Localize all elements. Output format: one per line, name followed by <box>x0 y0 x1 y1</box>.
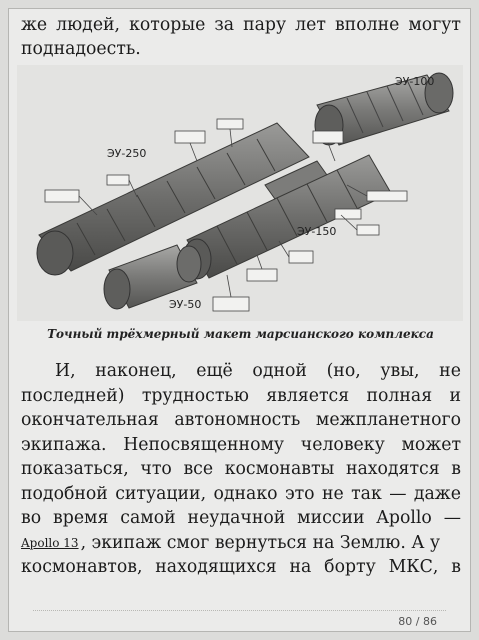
page-number: 80 / 86 <box>398 615 437 628</box>
module-label-eu250: ЭУ-250 <box>107 147 147 160</box>
martian-complex-model-image <box>17 65 463 321</box>
paragraph-top <box>21 13 461 61</box>
paragraph-main <box>21 359 461 580</box>
ereader-screen <box>8 8 471 632</box>
footer-divider <box>33 610 446 611</box>
text-line: космонавтов, находящихся на борту МКС, в <box>21 557 461 577</box>
figure-illustration <box>17 65 463 321</box>
text-line: последней) трудностью является полная и <box>21 385 461 406</box>
footnote-link-apollo13[interactable]: Apollo 13 <box>21 535 79 550</box>
text-line: экипажа. Непосвященному человеку может <box>21 434 461 455</box>
text-line: же людей, которые за пару лет вполне могут <box>21 15 461 35</box>
figure-caption: Точный трёхмерный макет марсианского комплекса <box>47 327 434 341</box>
module-label-eu50: ЭУ-50 <box>169 298 202 311</box>
text-line: окончательная автономность межпланетного <box>21 410 461 430</box>
text-line: Apollo 13 , экипаж смог вернуться на Землю. А у <box>21 531 461 556</box>
module-label-eu100: ЭУ-100 <box>395 75 435 88</box>
text-line: поднадоесть. <box>21 39 141 59</box>
text-line: подобной ситуации, однако это не так — даже <box>21 483 461 504</box>
text-line: показаться, что все космонавты находятся в <box>21 459 461 479</box>
text-line: И, наконец, ещё одной (но, увы, не <box>55 361 461 381</box>
module-label-eu150: ЭУ-150 <box>297 225 337 238</box>
text-line: во время самой неудачной миссии Apollo — <box>21 508 461 528</box>
